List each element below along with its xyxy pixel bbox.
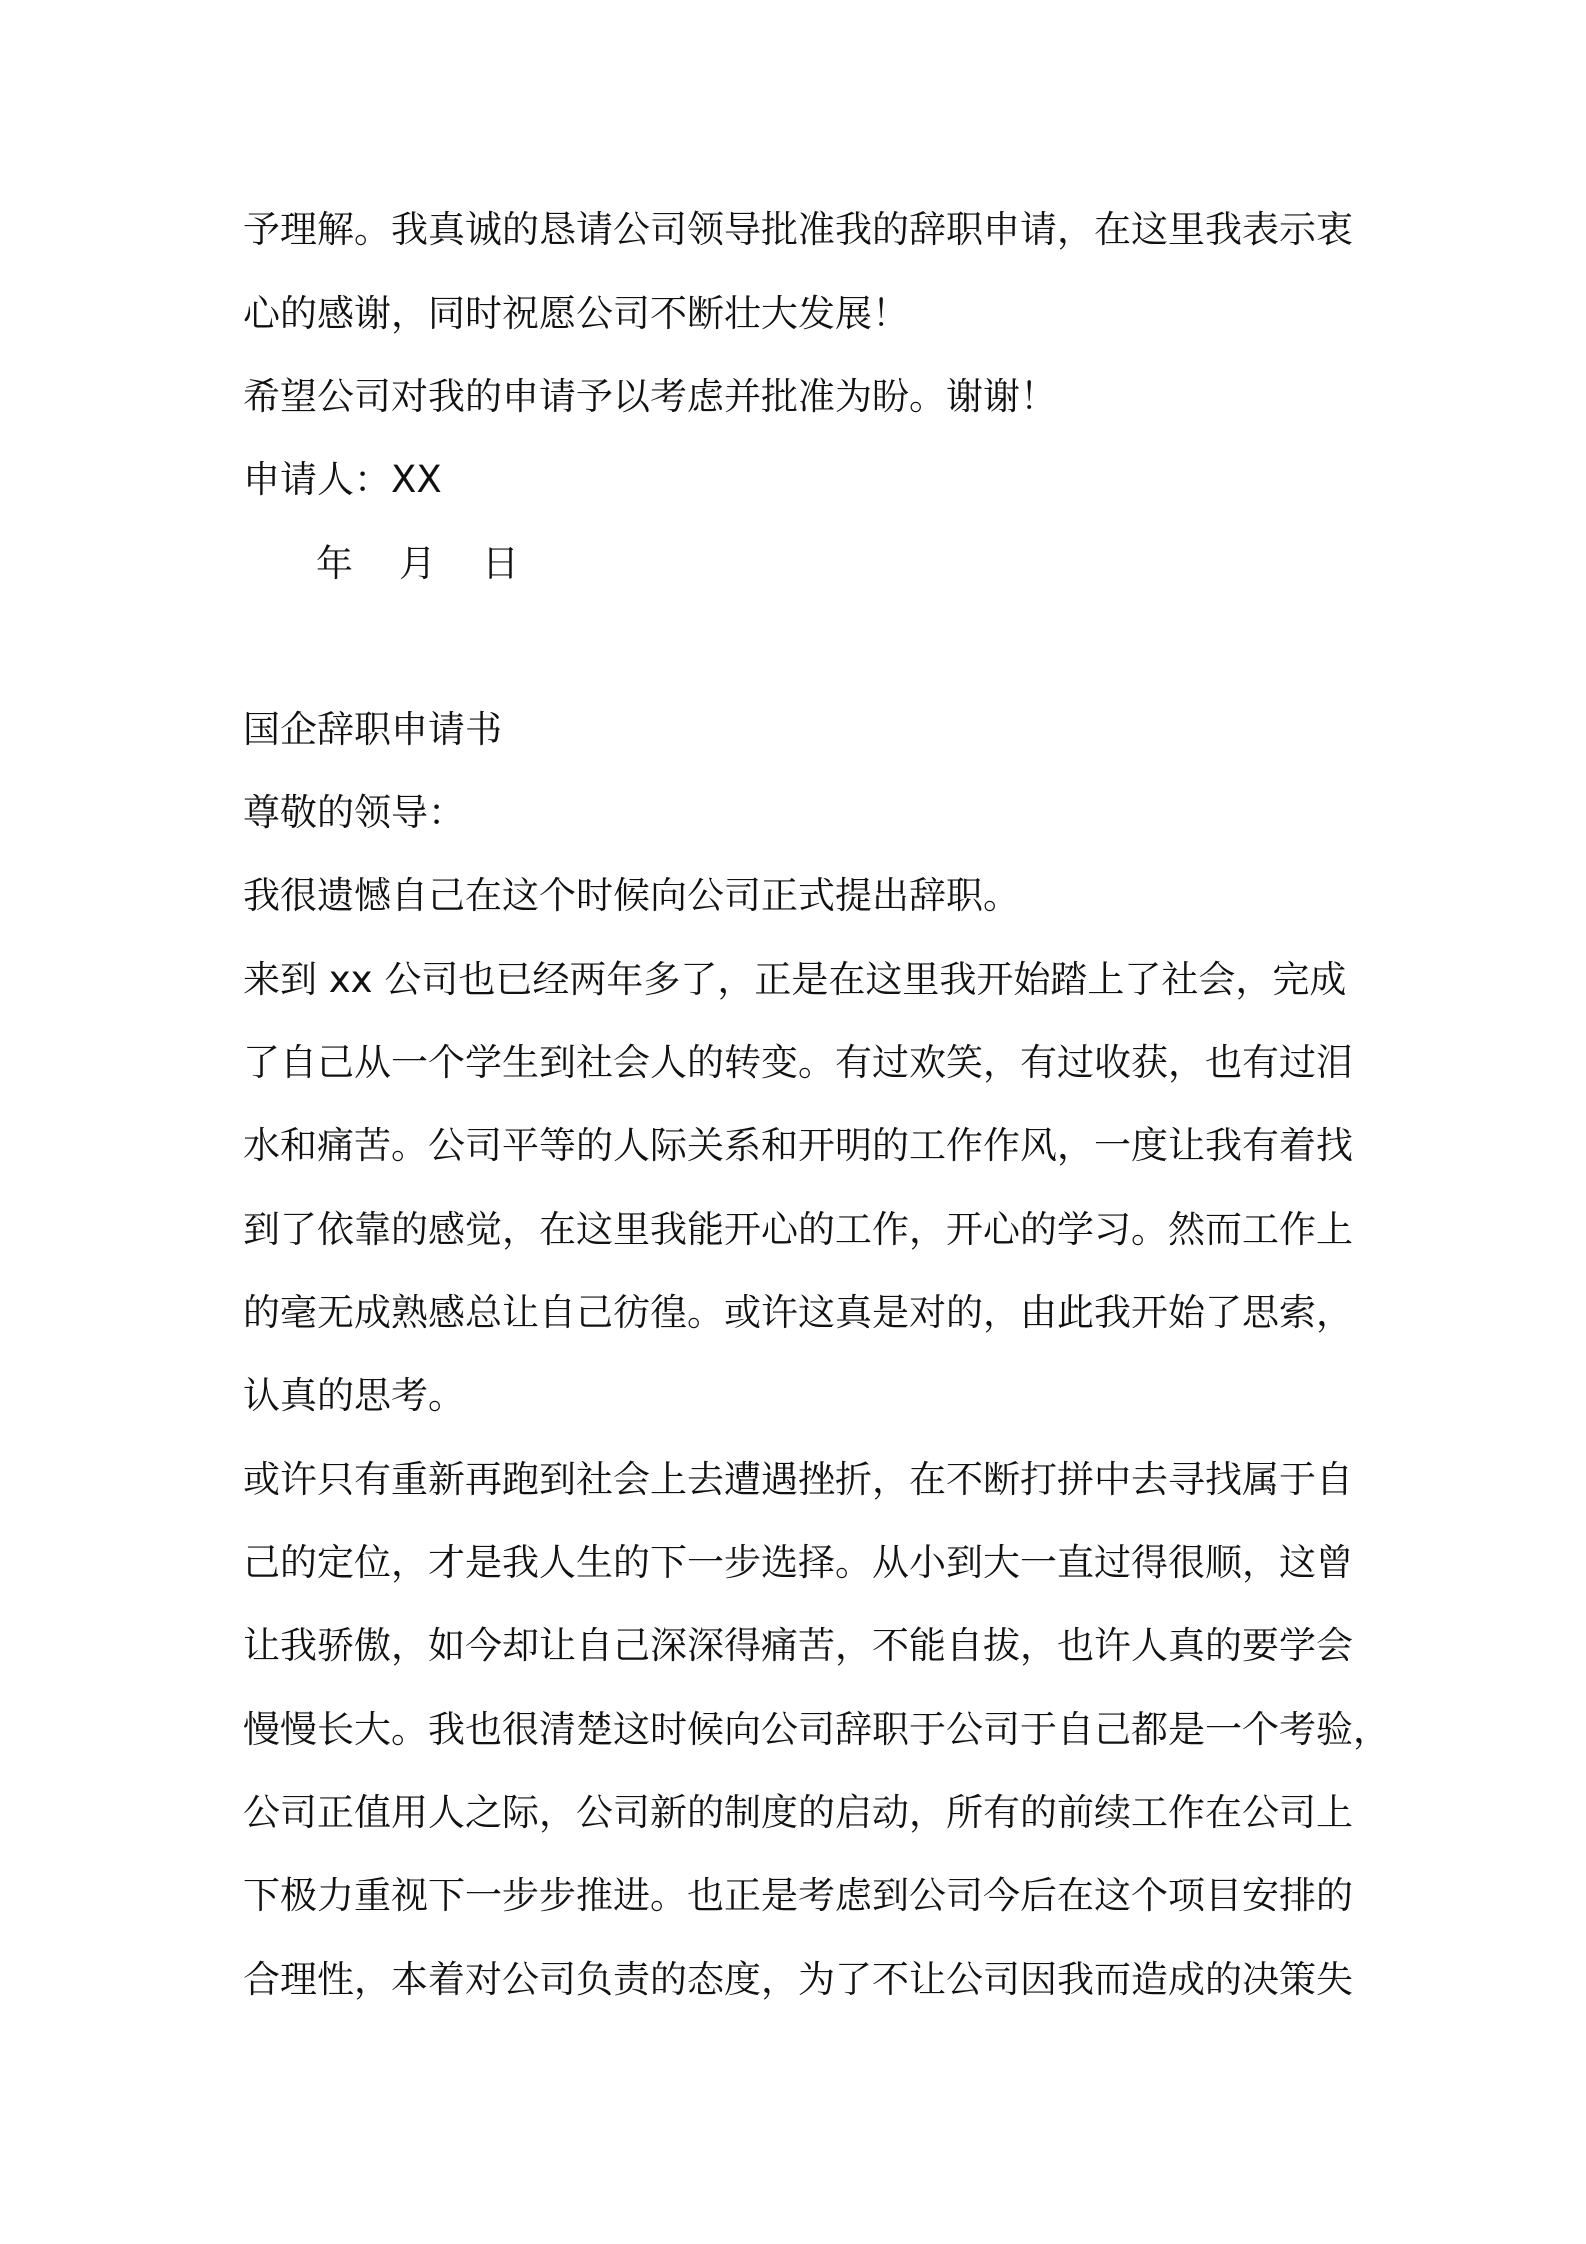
text-line: 心的感谢，同时祝愿公司不断壮大发展！ bbox=[243, 292, 909, 335]
text-line: 认真的思考。 bbox=[243, 1374, 465, 1417]
date-month: 月 bbox=[399, 542, 436, 585]
text-line: 下极力重视下一步步推进。也正是考虑到公司今后在这个项目安排的 bbox=[243, 1874, 1353, 1917]
text-line: 让我骄傲，如今却让自己深深得痛苦，不能自拔，也许人真的要学会 bbox=[243, 1624, 1353, 1667]
text-line: 了自己从一个学生到社会人的转变。有过欢笑，有过收获，也有过泪 bbox=[243, 1041, 1353, 1084]
text-line: 希望公司对我的申请予以考虑并批准为盼。谢谢！ bbox=[243, 375, 1057, 418]
salutation: 尊敬的领导： bbox=[243, 791, 465, 834]
date-day: 日 bbox=[482, 542, 519, 585]
text-line: 公司正值用人之际，公司新的制度的启动，所有的前续工作在公司上 bbox=[243, 1791, 1353, 1834]
text-line: 我很遗憾自己在这个时候向公司正式提出辞职。 bbox=[243, 874, 1020, 917]
text-line: 来到 xx 公司也已经两年多了，正是在这里我开始踏上了社会，完成 bbox=[243, 958, 1347, 1001]
text-line: 己的定位，才是我人生的下一步选择。从小到大一直过得很顺，这曾 bbox=[243, 1541, 1353, 1584]
date-year: 年 bbox=[316, 542, 353, 585]
text-line: 予理解。我真诚的恳请公司领导批准我的辞职申请，在这里我表示衷 bbox=[243, 208, 1353, 251]
text-line: 水和痛苦。公司平等的人际关系和开明的工作作风，一度让我有着找 bbox=[243, 1124, 1353, 1167]
text-line: 到了依靠的感觉，在这里我能开心的工作，开心的学习。然而工作上 bbox=[243, 1208, 1353, 1251]
document-title: 国企辞职申请书 bbox=[243, 708, 502, 751]
text-line: 或许只有重新再跑到社会上去遭遇挫折，在不断打拼中去寻找属于自 bbox=[243, 1458, 1353, 1501]
text-line: 合理性，本着对公司负责的态度，为了不让公司因我而造成的决策失 bbox=[243, 1958, 1353, 2001]
date-line bbox=[316, 540, 565, 588]
text-line: 的毫无成熟感总让自己彷徨。或许这真是对的，由此我开始了思索， bbox=[243, 1291, 1353, 1334]
text-line: 慢慢长大。我也很清楚这时候向公司辞职于公司于自己都是一个考验， bbox=[243, 1708, 1390, 1751]
applicant-line: 申请人：XX bbox=[243, 458, 442, 501]
